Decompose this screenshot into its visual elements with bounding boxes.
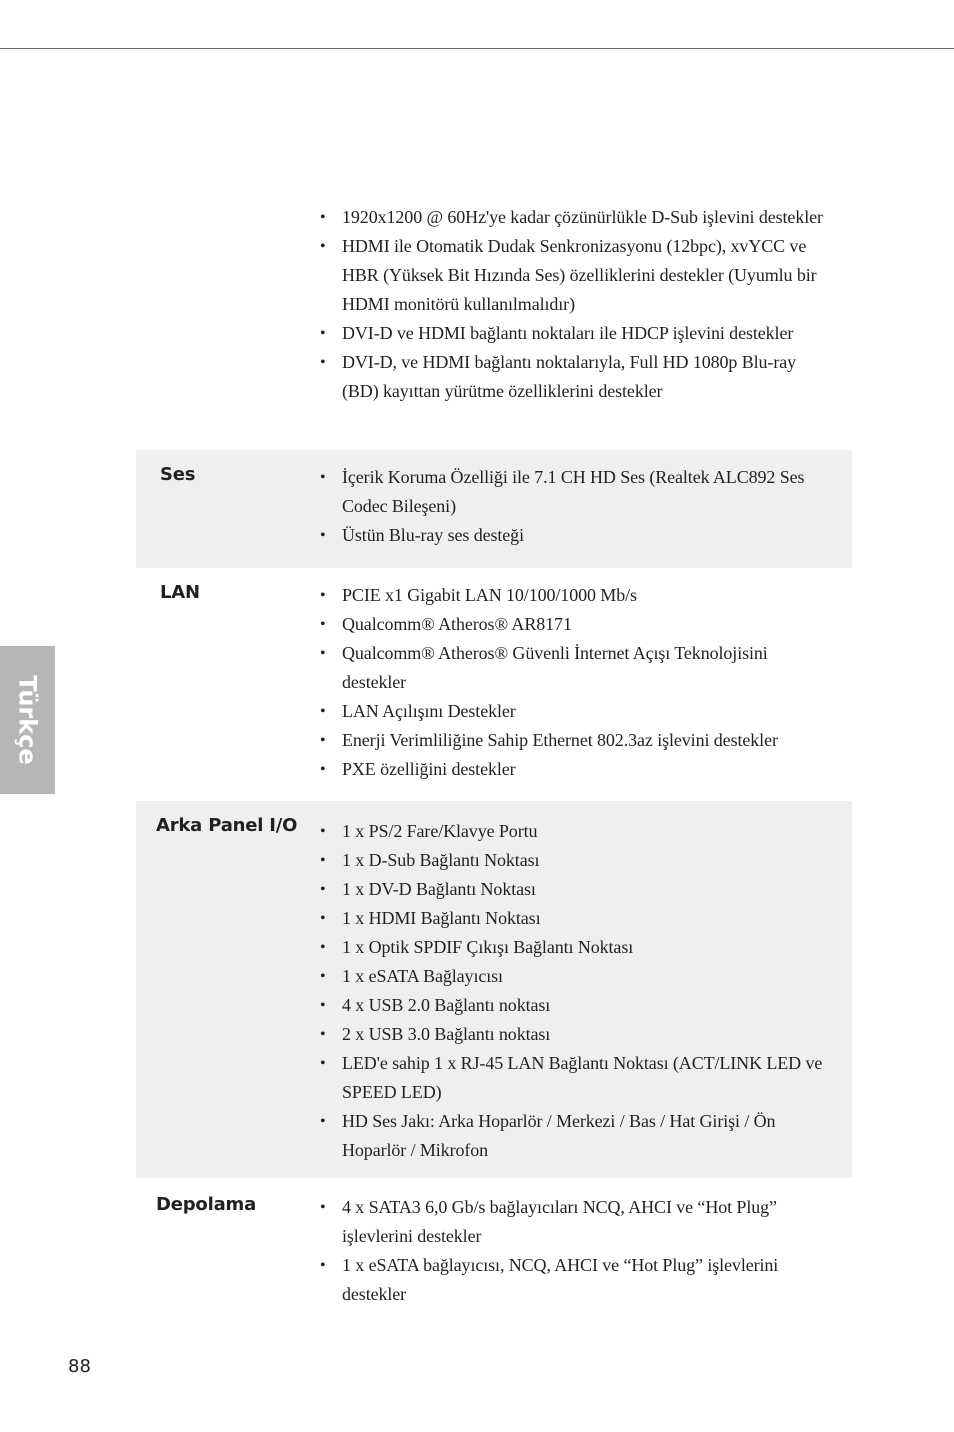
list-item: • Üstün Blu-ray ses desteği (320, 521, 830, 550)
list-item: • 1 x D-Sub Bağlantı Noktası (320, 846, 830, 875)
list-item: • İçerik Koruma Özelliği ile 7.1 CH HD Ses (Realtek ALC892 Ses Codec Bileşeni) (320, 463, 830, 521)
list-item: • LED'e sahip 1 x RJ-45 LAN Bağlantı Noktası (ACT/LINK LED ve SPEED LED) (320, 1049, 830, 1107)
list-item: • 1 x eSATA bağlayıcısı, NCQ, AHCI ve “Hot Plug” işlevlerini destekler (320, 1251, 830, 1309)
language-tab (0, 646, 55, 794)
list-item: • HD Ses Jakı: Arka Hoparlör / Merkezi / Bas / Hat Girişi / Ön Hoparlör / Mikrofon (320, 1107, 830, 1165)
list-item: • 1 x eSATA Bağlayıcısı (320, 962, 830, 991)
storage-label: Depolama (156, 1194, 257, 1215)
list-item: • 1920x1200 @ 60Hz'ye kadar çözünürlükle D-Sub işlevini destekler (320, 203, 830, 232)
list-item: • 2 x USB 3.0 Bağlantı noktası (320, 1020, 830, 1049)
spec-row-graphics (136, 190, 852, 448)
audio-list (320, 463, 830, 550)
list-item: • 4 x SATA3 6,0 Gb/s bağlayıcıları NCQ, AHCI ve “Hot Plug” işlevlerini destekler (320, 1193, 830, 1251)
lan-list (320, 581, 830, 784)
rear-panel-label: Arka Panel I/O (156, 815, 298, 836)
list-item: • PXE özelliğini destekler (320, 755, 830, 784)
list-item: • PCIE x1 Gigabit LAN 10/100/1000 Mb/s (320, 581, 830, 610)
page-number: 88 (68, 1356, 91, 1377)
list-item: • 1 x PS/2 Fare/Klavye Portu (320, 817, 830, 846)
list-item: • Enerji Verimliliğine Sahip Ethernet 802.3az işlevini destekler (320, 726, 830, 755)
audio-label: Ses (160, 464, 196, 485)
top-rule (0, 48, 954, 49)
list-item: • DVI-D, ve HDMI bağlantı noktalarıyla, Full HD 1080p Blu-ray (BD) kayıttan yürütme özelliklerini destekler (320, 348, 830, 406)
list-item: • Qualcomm® Atheros® Güvenli İnternet Açışı Teknolojisini destekler (320, 639, 830, 697)
list-item: • LAN Açılışını Destekler (320, 697, 830, 726)
spec-row-lan (136, 568, 852, 800)
language-tab-label: Türkçe (13, 675, 42, 765)
rear-panel-list (320, 817, 830, 1165)
spec-row-storage (136, 1180, 852, 1320)
spec-row-rear-panel (136, 801, 852, 1178)
storage-list (320, 1193, 830, 1309)
list-item: • HDMI ile Otomatik Dudak Senkronizasyonu (12bpc), xvYCC ve HBR (Yüksek Bit Hızında Ses) özelliklerini destekler (Uyumlu bir HDMI monitörü kullanılmalıdır) (320, 232, 830, 319)
list-item: • 4 x USB 2.0 Bağlantı noktası (320, 991, 830, 1020)
spec-row-audio (136, 450, 852, 568)
list-item: • Qualcomm® Atheros® AR8171 (320, 610, 830, 639)
graphics-list (320, 203, 830, 406)
list-item: • 1 x Optik SPDIF Çıkışı Bağlantı Noktası (320, 933, 830, 962)
lan-label: LAN (160, 582, 200, 603)
list-item: • 1 x DV-D Bağlantı Noktası (320, 875, 830, 904)
list-item: • DVI-D ve HDMI bağlantı noktaları ile HDCP işlevini destekler (320, 319, 830, 348)
list-item: • 1 x HDMI Bağlantı Noktası (320, 904, 830, 933)
